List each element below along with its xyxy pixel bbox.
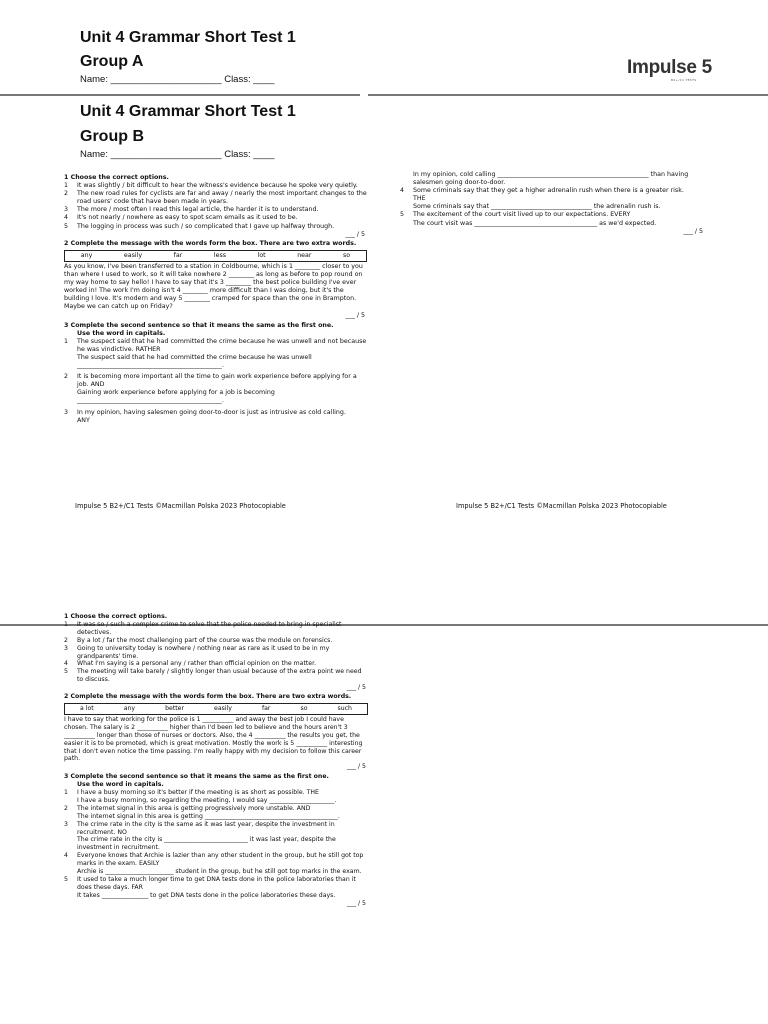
group-a-label: Group A <box>80 53 144 70</box>
b-ex3-item: 2 It is becoming more important all the time to gain work experience before applying for a job. AND Gaining work experience before applying for a job is becoming ______________________________________________. <box>64 373 357 405</box>
a-ex1-item: 3 Going to university today is nowhere / nothing near as rare as it used to be in my grandparents' time. <box>64 644 330 660</box>
impulse-logo: Impulse 5 <box>627 57 712 78</box>
b-ex1-heading: 1 Choose the correct options. <box>64 174 169 181</box>
a-ex1-item: 5 The meeting will take barely / slightly longer than usual because of the extra point we need to discuss. <box>64 668 362 684</box>
b-ex3-heading: 3 Complete the second sentence so that it means the same as the first one. <box>64 321 334 329</box>
a-ex3-item: 4 Everyone knows that Archie is lazier than any other student in the group, but he still got top marks in the exam. EASILY Archie is ______________________ student in the group, but he still got top marks in the exam. <box>64 852 364 876</box>
b-ex3-item: 1 The suspect said that he had committed the crime because he was unwell and not because he was vindictive. RATHER The suspect said that he had committed the crime because he was unwell ______________________________________________. <box>64 337 367 370</box>
b-ex3-subheading: Use the word in capitals. <box>77 329 166 337</box>
footer-copyright-right: Impulse 5 B2+/C1 Tests ©Macmillan Polska 2023 Photocopiable <box>456 502 667 510</box>
b-ex1-item: 4 It's not nearly / nowhere as easy to spot scam emails as it used to be. <box>64 214 298 222</box>
a-ex1-item: 2 By a lot / far the most challenging part of the course was the module on forensics. <box>64 636 333 644</box>
b-ex3-item: The court visit was _______________________________________ as we'd expected. <box>413 219 657 227</box>
word-box-item: so <box>300 704 308 712</box>
footer-copyright-left: Impulse 5 B2+/C1 Tests ©Macmillan Polska 2023 Photocopiable <box>75 502 286 510</box>
word-box-item: far <box>261 704 271 712</box>
word-box-item: lot <box>257 251 266 259</box>
word-box-item: easily <box>214 704 232 712</box>
a-ex1-item: 4 What I'm saying is a personal any / rather than official opinion on the matter. <box>64 660 317 668</box>
group-b-name-class-line: Name: _____________________ Class: ____ <box>80 149 275 160</box>
group-b-test-title: Unit 4 Grammar Short Test 1 <box>80 103 296 120</box>
top-divider-left <box>0 94 360 96</box>
b-ex2-word-box <box>64 250 367 262</box>
b-ex1-item: 5 The logging in process was such / so complicated that I gave up halfway through. <box>64 222 335 230</box>
group-a-test-title: Unit 4 Grammar Short Test 1 <box>80 29 296 46</box>
word-box-item: better <box>165 704 185 712</box>
a-ex3-item: 2 The internet signal in this area is getting progressively more unstable. AND The internet signal in this area is getting ___________________________________________. <box>64 804 340 820</box>
b-ex2-score: ___ / 5 <box>345 311 365 319</box>
group-b-exercise3-continued <box>400 171 705 236</box>
a-ex2-score: ___ / 5 <box>346 763 366 771</box>
word-box-item: far <box>173 251 183 259</box>
a-ex3-heading: 3 Complete the second sentence so that it means the same as the first one. <box>64 773 329 781</box>
word-box-item: any <box>123 704 136 712</box>
b-ex3-item: Some criminals say that ________________________________ the adrenalin rush is. <box>413 203 661 211</box>
b-ex3-item: 4 Some criminals say that they get a higher adrenalin rush when there is a greater risk. THE <box>400 187 684 203</box>
word-box-item: so <box>343 251 351 259</box>
word-box-item: such <box>337 704 352 712</box>
b-ex3-item: 3 In my opinion, having salesmen going door-to-door is just as intrusive as cold calling. ANY <box>64 408 346 424</box>
group-b-exercises <box>64 174 367 425</box>
a-ex3-item: 5 It used to take a much longer time to get DNA tests done in the police laboratories than it does these days. FAR It takes _______________ to get DNA tests done in the police laboratories these days. <box>64 876 356 899</box>
word-box-item: easily <box>123 251 143 259</box>
a-ex2-text: I have to say that working for the police is 1 __________ and away the best job I could have chosen. The salary is 2 __________ higher than I'd been led to believe and the hours aren't 3 __________ longer than those of nurses or doctors. Also, the 4 __________ the results you get, the easier it is to be promoted, which is great motivation. Mostly the work is 5 __________ interesting that I don't even notice the time passing. I'm really happy with my decision to follow this career path. <box>64 715 363 763</box>
b-ex3-item: In my opinion, cold calling ________________________________________________ than having salesmen going door-to-door. <box>413 171 689 187</box>
b-ex2-text: As you know, I've been transferred to a station in Coldbourne, which is 1 ________ closer to you than where I used to work, so it will take nowhere 2 ________ as long as before to pop round on my way home to say hello! I have to say that it's 3 ________ the best police building I've ever worked in! The work I'm doing isn't 4 ________ more difficult than I was doing, but it's the building I love. It's modern and way 5 ________ cramped for space than the one in Brampton. Maybe we can catch up on Friday? <box>64 262 363 311</box>
word-box-item: any <box>80 251 93 259</box>
a-ex2-heading: 2 Complete the message with the words form the box. There are two extra words. <box>64 693 352 701</box>
impulse-logo-tagline: B2+/C1 TESTS <box>671 78 697 82</box>
b-ex3-item: 5 The excitement of the court visit lived up to our expectations. EVERY <box>400 211 631 219</box>
a-ex1-heading: 1 Choose the correct options. <box>64 613 168 620</box>
b-ex2-heading: 2 Complete the message with the words form the box. There are two extra words. <box>64 239 357 247</box>
word-box-item: a lot <box>80 704 94 712</box>
top-divider-right <box>368 94 768 96</box>
a-ex3-score: ___ / 5 <box>346 899 366 907</box>
a-ex3-subheading: Use the word in capitals. <box>77 781 164 789</box>
b-ex1-item: 1 It was slightly / bit difficult to hear the witness's evidence because he spoke very quietly. <box>64 182 358 190</box>
b-ex3-score: ___ / 5 <box>683 227 703 235</box>
word-box-item: near <box>297 251 312 259</box>
a-ex2-word-box <box>64 703 368 715</box>
a-ex3-item: 3 The crime rate in the city is the same as it was last year, despite the investment in recruitment. NO The crime rate in the city is ___________________________ it was last year, despite the investment in recruitment. <box>64 820 336 852</box>
group-b-label: Group B <box>80 128 144 145</box>
a-ex1-score: ___ / 5 <box>346 684 366 692</box>
group-a-exercises <box>64 613 368 908</box>
group-a-name-class-line: Name: _____________________ Class: ____ <box>80 74 275 85</box>
word-box-item: less <box>213 251 227 259</box>
a-ex3-item: 1 I have a busy morning so it's better if the meeting is as short as possible. THE I have a busy morning, so regarding the meeting, I would say _____________________. <box>64 789 337 804</box>
b-ex1-item: 2 The new road rules for cyclists are far and away / nearly the most important changes to the road users' code that have been made in years. <box>64 190 367 206</box>
b-ex1-item: 3 The more / most often I read this legal article, the harder it is to understand. <box>64 206 319 214</box>
b-ex1-score: ___ / 5 <box>345 230 365 238</box>
a-ex1-item: 1 It was so / such a complex crime to solve that the police needed to bring in specialist detectives. <box>64 620 342 636</box>
